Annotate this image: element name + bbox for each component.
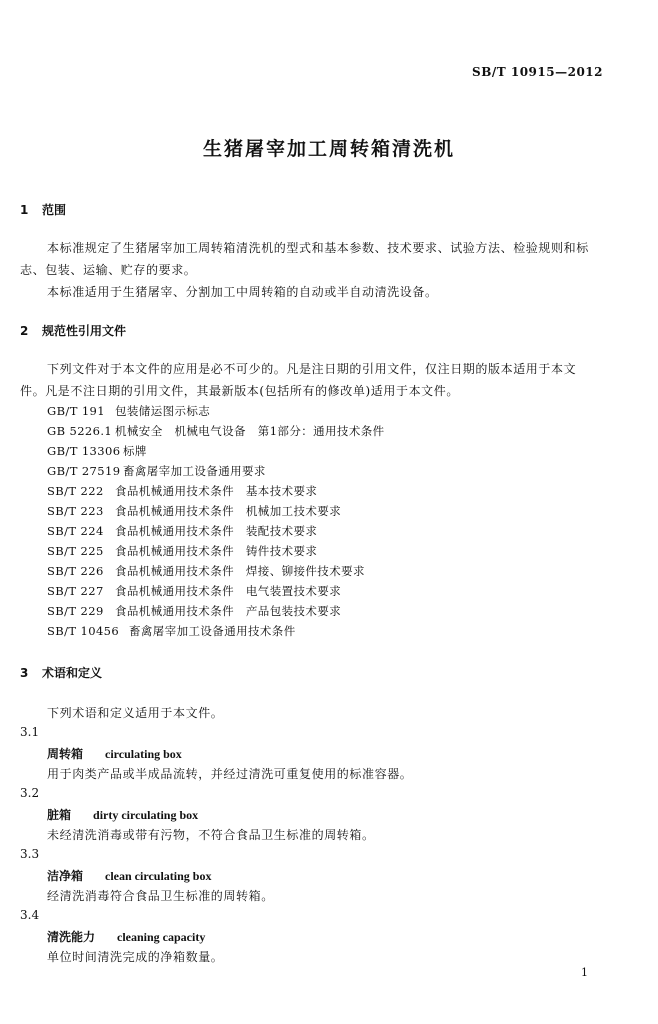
term-heading xyxy=(47,745,182,762)
reference-code: GB 5226.1 xyxy=(47,424,113,438)
reference-item xyxy=(47,563,365,579)
reference-item xyxy=(47,403,210,419)
term-en: cleaning capacity xyxy=(117,930,206,944)
reference-name: 食品机械通用技术条件 焊接、铆接件技术要求 xyxy=(115,564,365,578)
section-1-paragraph-1-line-1: 本标准规定了生猪屠宰加工周转箱清洗机的型式和基本参数、技术要求、试验方法、检验规则和标 xyxy=(47,241,589,255)
section-2-title: 规范性引用文件 xyxy=(42,324,127,338)
term-number: 3.1 xyxy=(20,725,40,739)
reference-item xyxy=(47,523,317,539)
term-zh: 脏箱 xyxy=(47,808,72,822)
section-2-heading xyxy=(20,322,126,339)
section-1-paragraph-2: 本标准适用于生猪屠宰、分割加工中周转箱的自动或半自动清洗设备。 xyxy=(47,285,438,299)
reference-item xyxy=(47,483,317,499)
reference-name: 食品机械通用技术条件 电气装置技术要求 xyxy=(115,584,342,598)
reference-name: 机械安全 机械电气设备 第1部分：通用技术条件 xyxy=(115,424,385,438)
reference-name: 食品机械通用技术条件 产品包装技术要求 xyxy=(115,604,342,618)
section-1-paragraph-1-line-2: 志、包装、运输、贮存的要求。 xyxy=(20,263,197,277)
document-title: 生猪屠宰加工周转箱清洗机 xyxy=(202,138,455,160)
reference-name: 包装储运图示标志 xyxy=(115,404,211,418)
reference-code: SB/T 224 xyxy=(47,524,104,538)
section-3-intro: 下列术语和定义适用于本文件。 xyxy=(47,706,224,720)
reference-name: 食品机械通用技术条件 基本技术要求 xyxy=(115,484,318,498)
reference-item xyxy=(47,543,317,559)
term-en: clean circulating box xyxy=(105,869,212,883)
term-zh: 清洗能力 xyxy=(47,930,96,944)
term-number: 3.4 xyxy=(20,908,40,922)
reference-item xyxy=(47,503,341,519)
reference-code: GB/T 27519 xyxy=(47,464,121,478)
section-3-heading xyxy=(20,664,102,681)
reference-code: SB/T 225 xyxy=(47,544,104,558)
section-1-number: 1 xyxy=(20,203,29,217)
term-definition: 单位时间清洗完成的净箱数量。 xyxy=(47,950,224,964)
term-definition: 未经清洗消毒或带有污物，不符合食品卫生标准的周转箱。 xyxy=(47,828,375,842)
reference-code: GB/T 191 xyxy=(47,404,105,418)
term-heading xyxy=(47,806,198,823)
term-heading xyxy=(47,867,211,884)
reference-code: SB/T 222 xyxy=(47,484,104,498)
reference-item xyxy=(47,583,341,599)
reference-item xyxy=(47,423,385,439)
term-number: 3.2 xyxy=(20,786,40,800)
reference-name: 畜禽屠宰加工设备通用技术条件 xyxy=(129,624,296,638)
term-definition: 用于肉类产品或半成品流转，并经过清洗可重复使用的标准容器。 xyxy=(47,767,413,781)
page-number: 1 xyxy=(581,966,588,979)
term-zh: 周转箱 xyxy=(47,747,84,761)
section-2-intro-line-2: 件。凡是不注日期的引用文件，其最新版本(包括所有的修改单)适用于本文件。 xyxy=(20,384,459,398)
section-3-title: 术语和定义 xyxy=(42,666,103,680)
reference-item xyxy=(47,463,266,479)
section-1-title: 范围 xyxy=(42,203,67,217)
section-2-number: 2 xyxy=(20,324,29,338)
reference-code: SB/T 10456 xyxy=(47,624,120,638)
reference-name: 标牌 xyxy=(123,444,147,458)
reference-code: GB/T 13306 xyxy=(47,444,121,458)
term-definition: 经清洗消毒符合食品卫生标准的周转箱。 xyxy=(47,889,274,903)
reference-code: SB/T 229 xyxy=(47,604,104,618)
reference-code: SB/T 226 xyxy=(47,564,104,578)
term-heading xyxy=(47,928,205,945)
section-3-number: 3 xyxy=(20,666,29,680)
reference-name: 食品机械通用技术条件 铸件技术要求 xyxy=(115,544,318,558)
reference-code: SB/T 223 xyxy=(47,504,104,518)
reference-name: 食品机械通用技术条件 装配技术要求 xyxy=(115,524,318,538)
term-en: circulating box xyxy=(105,747,182,761)
reference-item xyxy=(47,603,341,619)
section-2-intro-line-1: 下列文件对于本文件的应用是必不可少的。凡是注日期的引用文件，仅注日期的版本适用于本文 xyxy=(47,362,577,376)
reference-name: 畜禽屠宰加工设备通用要求 xyxy=(123,464,266,478)
term-en: dirty circulating box xyxy=(93,808,199,822)
reference-item xyxy=(47,443,147,459)
term-number: 3.3 xyxy=(20,847,40,861)
section-1-heading xyxy=(20,201,66,218)
reference-name: 食品机械通用技术条件 机械加工技术要求 xyxy=(115,504,342,518)
reference-code: SB/T 227 xyxy=(47,584,104,598)
term-zh: 洁净箱 xyxy=(47,869,84,883)
reference-item xyxy=(47,623,296,639)
standard-number: SB/T 10915—2012 xyxy=(472,65,603,79)
